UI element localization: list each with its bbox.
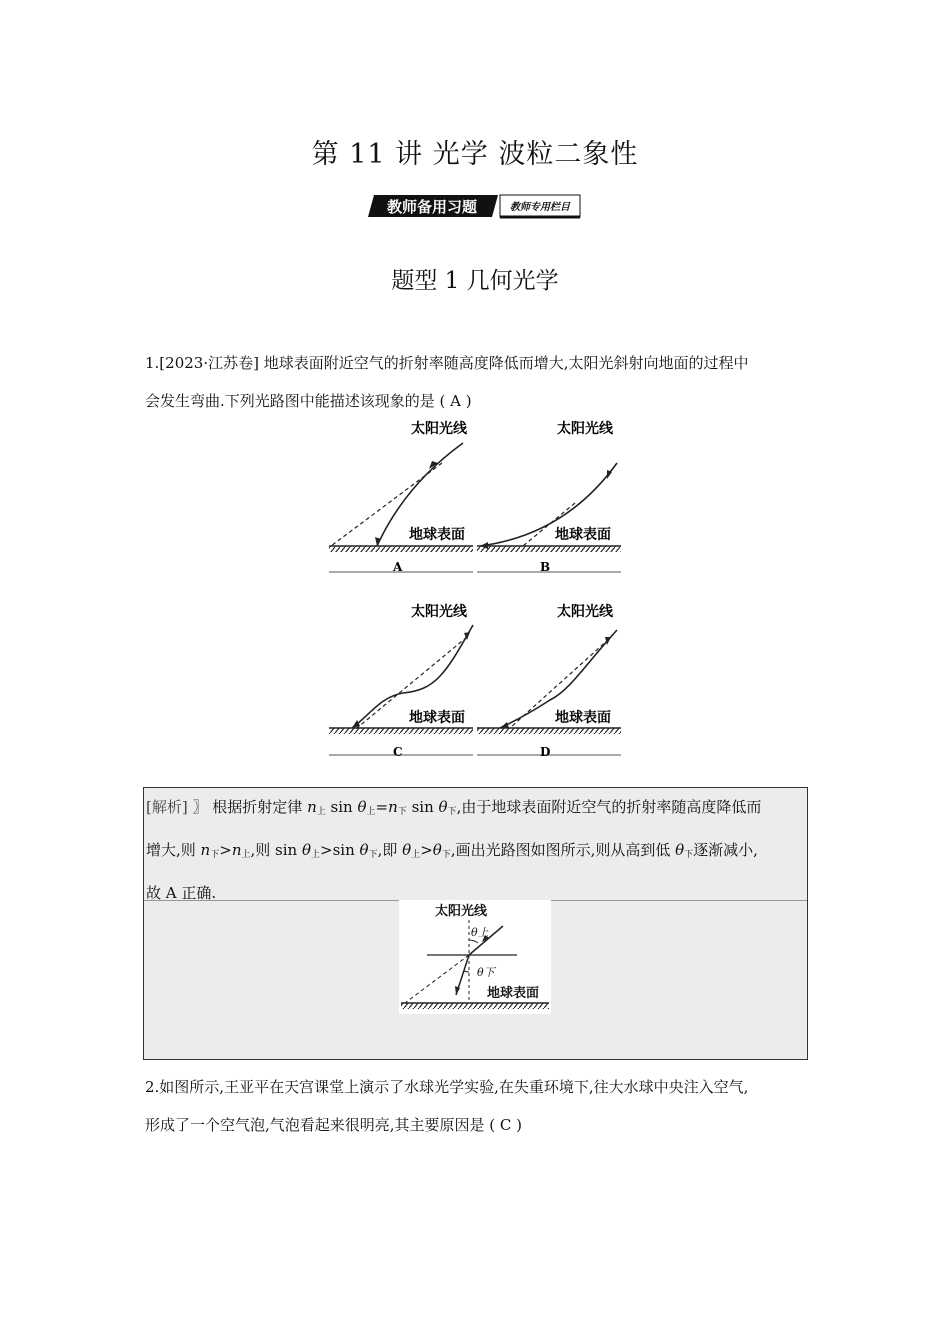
question-2-line1: 2.如图所示,王亚平在天宫课堂上演示了水球光学实验,在失重环境下,往大水球中央注入空气, — [145, 1078, 749, 1096]
panel-c-ground-label: 地球表面 — [409, 710, 465, 726]
analysis-text — [144, 788, 811, 912]
theta-down-label: θ下 — [477, 966, 495, 979]
teacher-banner — [366, 191, 584, 221]
panel-c — [329, 603, 473, 759]
panel-b — [477, 420, 621, 574]
refraction-diagram — [399, 900, 551, 1014]
panel-c-letter: C — [393, 745, 403, 759]
panel-a-letter: A — [393, 560, 403, 574]
page-title: 第 11 讲 光学 波粒二象性 — [311, 139, 639, 170]
question-1-line1: 1.[2023·江苏卷] 地球表面附近空气的折射率随高度降低而增大,太阳光斜射向地面的过程中 — [145, 354, 749, 372]
panel-b-ground-label: 地球表面 — [555, 527, 611, 543]
panel-a-sun-label: 太阳光线 — [411, 421, 467, 437]
refraction-sun-label: 太阳光线 — [435, 904, 488, 919]
panel-d-letter: D — [540, 745, 551, 759]
question-2 — [145, 1068, 815, 1144]
analysis-label: [解析] — [146, 798, 188, 816]
analysis-line2: 增大,则 $n_下>n_上$,则 $\sin \theta_上>\sin$ $\theta_下$,即 $\theta_上>\theta_下$,画出光路图如图所示,则从高到低 $\theta_下$逐渐减小, — [146, 841, 758, 860]
panel-b-sun-label: 太阳光线 — [557, 421, 613, 437]
section-title: 题型 1 几何光学 — [391, 268, 559, 294]
question-1-line2: 会发生弯曲.下列光路图中能描述该现象的是 ( A ) — [145, 392, 472, 410]
panel-d-sun-label: 太阳光线 — [557, 604, 613, 620]
panel-d-ground-label: 地球表面 — [555, 710, 611, 726]
panel-a-ground-label: 地球表面 — [409, 527, 465, 543]
question-1 — [145, 344, 815, 420]
question-2-line2: 形成了一个空气泡,气泡看起来很明亮,其主要原因是 ( C ) — [145, 1116, 523, 1134]
analysis-line1: [解析] 〗 根据折射定律 $n_上$ $\sin \theta_上=n_下$ $\sin \theta_下$,由于地球表面附近空气的折射率随高度降低而 — [146, 798, 762, 817]
analysis-line3: 故 A 正确. — [146, 884, 217, 902]
panel-d — [477, 603, 621, 759]
theta-up-label: θ上 — [471, 926, 489, 939]
light-path-figure — [325, 415, 625, 763]
banner-tag-text: 教师专用栏目 — [510, 202, 570, 213]
refraction-ground-label: 地球表面 — [487, 986, 540, 1001]
panel-b-letter: B — [540, 560, 551, 574]
panel-a — [329, 420, 473, 574]
analysis-box — [143, 787, 808, 1060]
banner-main-text: 教师备用习题 — [386, 198, 478, 216]
panel-c-sun-label: 太阳光线 — [411, 604, 467, 620]
